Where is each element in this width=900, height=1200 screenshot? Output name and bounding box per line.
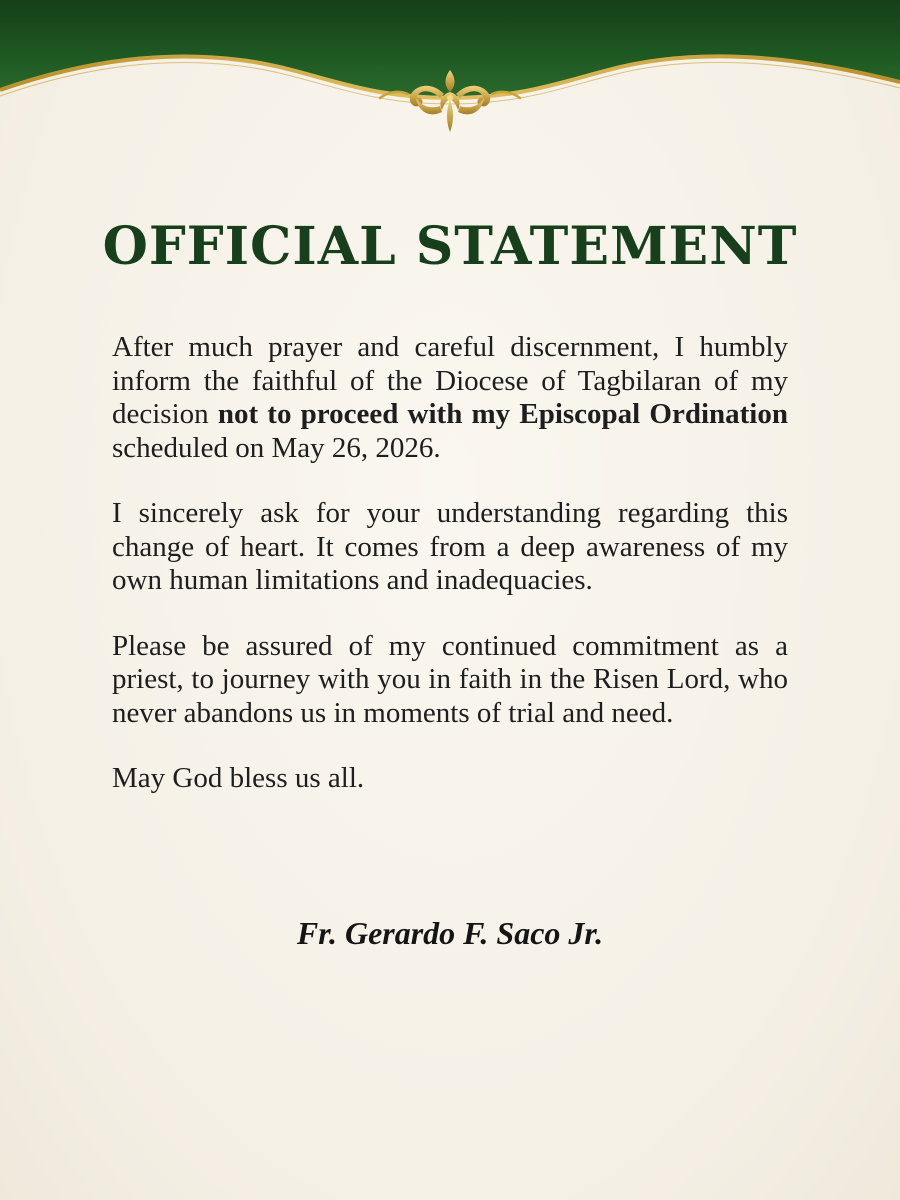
paragraph-decision — [112, 331, 788, 465]
paragraph-decision-tail: scheduled on May 26, 2026. — [112, 431, 441, 464]
green-header-banner — [0, 0, 900, 140]
signature: Fr. Gerardo F. Saco Jr. — [296, 915, 604, 951]
paragraph-decision-lead: After much prayer and careful discernment, I humbly inform the faithful of the Diocese of Tagbilaran of my decision — [112, 331, 788, 430]
paragraph-blessing: May God bless us all. — [112, 762, 365, 794]
statement-body — [112, 331, 788, 828]
paragraph-understanding: I sincerely ask for your understanding regarding this change of heart. It comes from a deep awareness of my own human limitations and inadequacies. — [112, 497, 788, 596]
paragraph-decision-emphasis: not to proceed with my Episcopal Ordination — [217, 398, 788, 430]
page-title: OFFICIAL STATEMENT — [102, 216, 798, 277]
paragraph-commitment: Please be assured of my continued commitment as a priest, to journey with you in faith in the Risen Lord, who never abandons us in moments of trial and need. — [112, 629, 788, 729]
